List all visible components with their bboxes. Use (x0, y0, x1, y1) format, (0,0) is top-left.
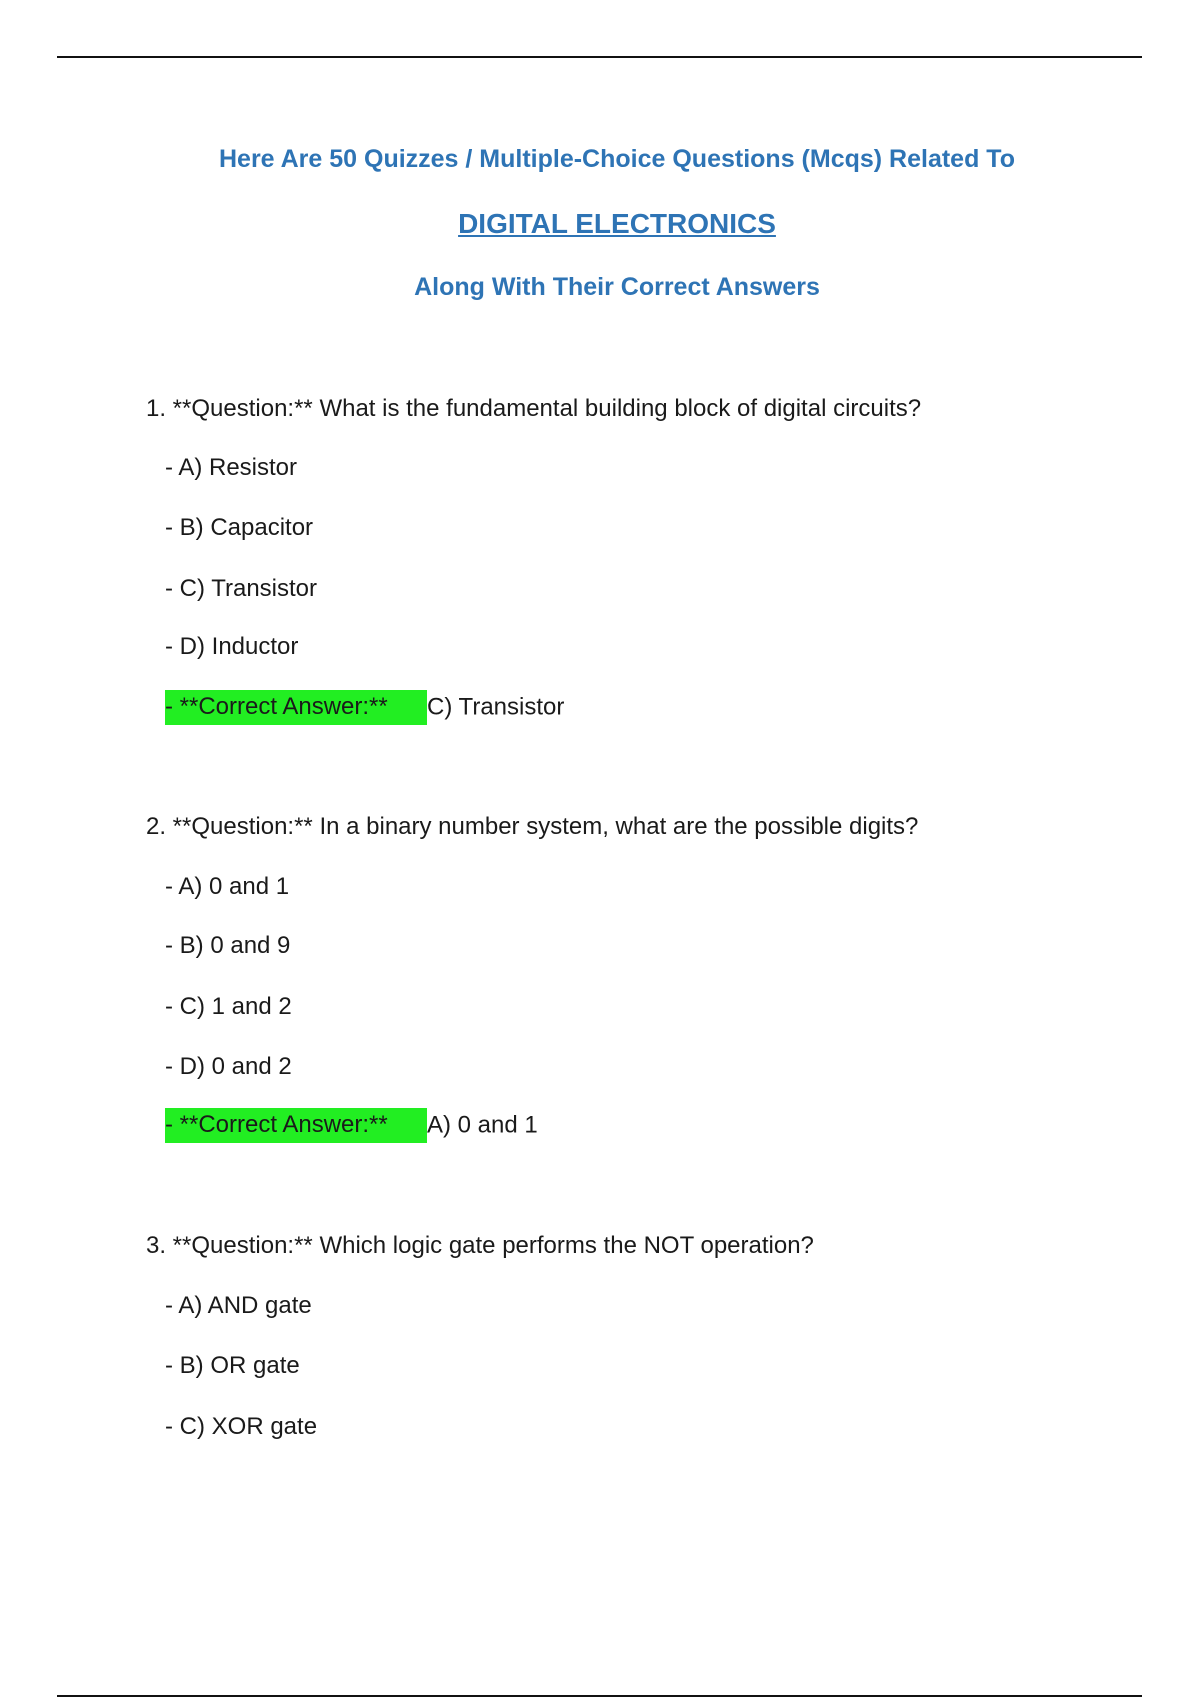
question-2-option-b: - B) 0 and 9 (165, 932, 291, 959)
question-3-option-a: - A) AND gate (165, 1292, 312, 1319)
question-2-answer (165, 1108, 538, 1143)
question-3-option-c: - C) XOR gate (165, 1413, 318, 1440)
correct-answer-label: - **Correct Answer:** (165, 690, 427, 725)
question-2: 2. **Question:** In a binary number system, what are the possible digits? (146, 813, 919, 840)
question-1-option-a: - A) Resistor (165, 454, 298, 481)
question-1-answer (165, 690, 564, 725)
heading-subtitle: Along With Their Correct Answers (414, 273, 820, 301)
question-1: 1. **Question:** What is the fundamental building block of digital circuits? (146, 395, 922, 422)
top-rule (57, 56, 1142, 58)
question-1-option-b: - B) Capacitor (165, 514, 314, 541)
question-2-option-d: - D) 0 and 2 (165, 1053, 292, 1080)
question-1-option-c: - C) Transistor (165, 575, 318, 602)
question-2-option-a: - A) 0 and 1 (165, 873, 290, 900)
heading-intro: Here Are 50 Quizzes / Multiple-Choice Questions (Mcqs) Related To (219, 145, 1015, 173)
correct-answer-label: - **Correct Answer:** (165, 1108, 427, 1143)
question-3-option-b: - B) OR gate (165, 1352, 300, 1379)
correct-answer-value: A) 0 and 1 (427, 1111, 538, 1139)
question-3: 3. **Question:** Which logic gate performs the NOT operation? (146, 1232, 814, 1259)
bottom-rule (57, 1695, 1142, 1697)
question-2-option-c: - C) 1 and 2 (165, 993, 292, 1020)
correct-answer-value: C) Transistor (427, 693, 565, 721)
question-1-option-d: - D) Inductor (165, 633, 299, 660)
heading-subject: DIGITAL ELECTRONICS (458, 208, 776, 239)
